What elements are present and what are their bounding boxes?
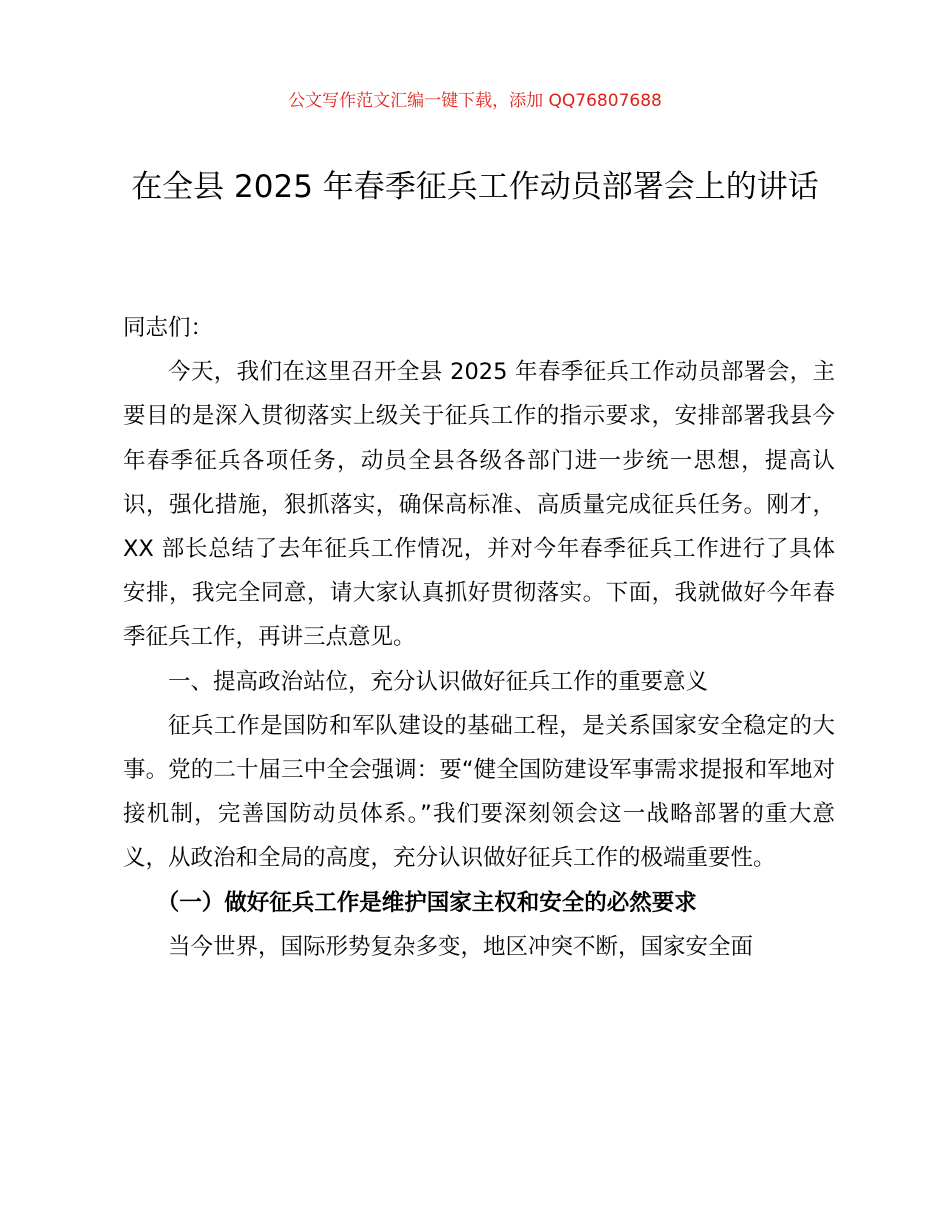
subsection-1-paragraph: 当今世界，国际形势复杂多变，地区冲突不断，国家安全面 bbox=[168, 933, 754, 960]
document-title: 在全县 2025 年春季征兵工作动员部署会上的讲话 bbox=[131, 169, 819, 205]
download-promo-note: 公文写作范文汇编一键下载，添加 QQ76807688 bbox=[288, 91, 662, 111]
section-heading-1: 一、提高政治站位，充分认识做好征兵工作的重要意义 bbox=[168, 668, 709, 695]
section-1-paragraph: 征兵工作是国防和军队建设的基础工程，是关系国家安全稳定的大事。党的二十届三中全会强调：要“健全国防建设军事需求提报和军地对接机制，完善国防动员体系。”我们要深刻领会这一战略部署的重大意义，从政治和全局的高度，充分认识做好征兵工作的极端重要性。 bbox=[123, 712, 835, 872]
salutation: 同志们： bbox=[123, 315, 214, 341]
subsection-heading-1: （一）做好征兵工作是维护国家主权和安全的必然要求 bbox=[156, 889, 697, 916]
opening-paragraph: 今天，我们在这里召开全县 2025 年春季征兵工作动员部署会，主要目的是深入贯彻落实上级关于征兵工作的指示要求，安排部署我县今年春季征兵各项任务，动员全县各级各部门进一步统一思想，提高认识，强化措施，狠抓落实，确保高标准、高质量完成征兵任务。刚才，XX 部长总结了去年征兵工作情况，并对今年春季征兵工作进行了具体安排，我完全同意，请大家认真抓好贯彻落实。下面，我就做好今年春季征兵工作，再讲三点意见。 bbox=[123, 359, 835, 651]
document-body bbox=[123, 306, 835, 969]
